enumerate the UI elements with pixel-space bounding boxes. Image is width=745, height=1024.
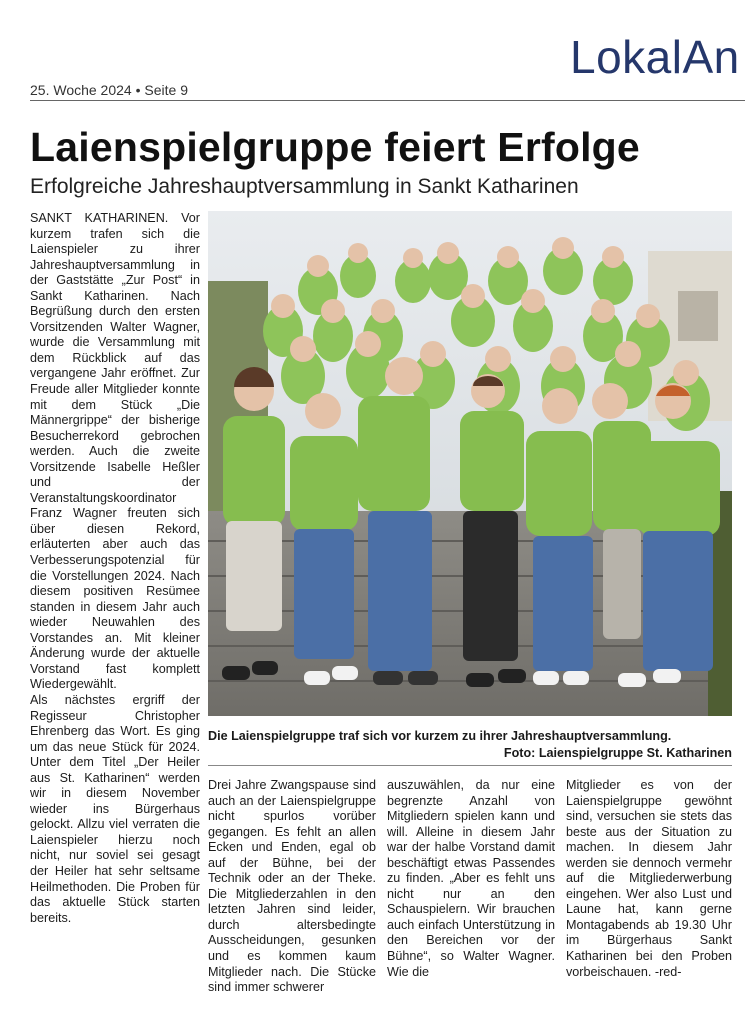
article-column-left — [30, 211, 200, 926]
paragraph-column-2: auszuwählen, da nur eine begrenzte Anzahl von Mitgliedern spielen kann und will. Alleine in diesem Jahr war der halbe Vorstand damit beschäftigt etwas Passendes zu finden. „Aber es fehlt uns nicht nur an den Schauspielern. Wir brauchen auch einfach Unterstützung in den Bereichen vor der Bühne“, so Walter Wagner. Wie die — [387, 778, 555, 979]
header-rule — [30, 100, 745, 101]
issue-separator: • — [135, 82, 141, 98]
caption-rule — [208, 765, 732, 766]
photo-caption: Die Laienspielgruppe traf sich vor kurzem zu ihrer Jahreshauptversammlung. — [208, 729, 672, 743]
article-column-3 — [566, 778, 732, 980]
paragraph-column-3: Mitglieder es von der Laienspielgruppe gewöhnt sind, versuchen sie stets das beste aus der Situation zu machen. In diesem Jahr werden sie dennoch vermehr auf die Mitgliederwerbung eingehen. Wer also Lust und Laune hat, kann gerne Montagabends ab 19.30 Uhr im Bürgerhaus Sankt Katharinen bei den Proben vorbeischauen. -red- — [566, 778, 732, 979]
group-photo — [208, 211, 732, 716]
issue-line — [30, 82, 188, 98]
photo-credit: Foto: Laienspielgruppe St. Katharinen — [503, 746, 732, 760]
paragraph-intro: SANKT KATHARINEN. Vor kurzem trafen sich die Laienspieler zu ihrer Jahreshauptversammlung in der Gaststätte „Zur Post“ in Sankt Katharinen. Nach Begrüßung durch den ersten Vorsitzenden Walter Wagner, wurde die Versammlung mit dem Rückblick auf das vergangene Jahr eröffnet. Zur Freude aller Mitglieder konnte mit dem Stück „Die Männergrippe“ der bisherige Besucherrekord gebrochen werden. Auch die zweite Vorsitzende Isabelle Heßler und der Veranstaltungskoordinator Franz Wagner freuten sich über diesen Rekord, erläuterten aber auch das Verbesserungspotenzial für die Vorstellungen 2024. Nach diesem positiven Resümee standen in diesem Jahr auch wieder Neuwahlen des Vorstandes an. Mit kleiner Änderung wurde der aktuelle Vorstand fast komplett Wiedergewählt. — [30, 211, 200, 692]
article-column-2 — [387, 778, 555, 980]
article-column-1 — [208, 778, 376, 996]
article-headline: Laienspielgruppe feiert Erfolge — [30, 124, 640, 170]
paragraph-column-1: Drei Jahre Zwangspause sind auch an der Laienspielgruppe nicht spurlos vorüber gegangen. Es fehlt an allen Ecken und Enden, egal ob auf der Bühne, bei der Technik oder an der Theke. Die Mitgliederzahlen in den letzten Jahren sind leider, durch altersbedingte Ausscheidungen, gesunken und es kommen kaum Mitglieder nach. Die Stücke sind immer schwerer — [208, 778, 376, 995]
article-subheadline: Erfolgreiche Jahreshauptversammlung in Sankt Katharinen — [30, 175, 579, 198]
issue-page: Seite 9 — [144, 82, 188, 98]
issue-week: 25. Woche 2024 — [30, 82, 132, 98]
paragraph-new-play: Als nächstes ergriff der Regisseur Christopher Ehrenberg das Wort. Es ging um das neue Stück für 2024. Unter dem Titel „Der Heiler aus St. Katharinen“ werden wir in diesem November wieder ins Bürgerhaus gelockt. Allzu viel verraten die Laienspieler hierzu noch nicht, nur soviel sei gesagt der Heiler hat sehr seltsame Heilmethoden. Die Proben für das aktuelle Stück starten bereits. — [30, 692, 200, 925]
masthead-title: LokalAn — [570, 31, 740, 83]
